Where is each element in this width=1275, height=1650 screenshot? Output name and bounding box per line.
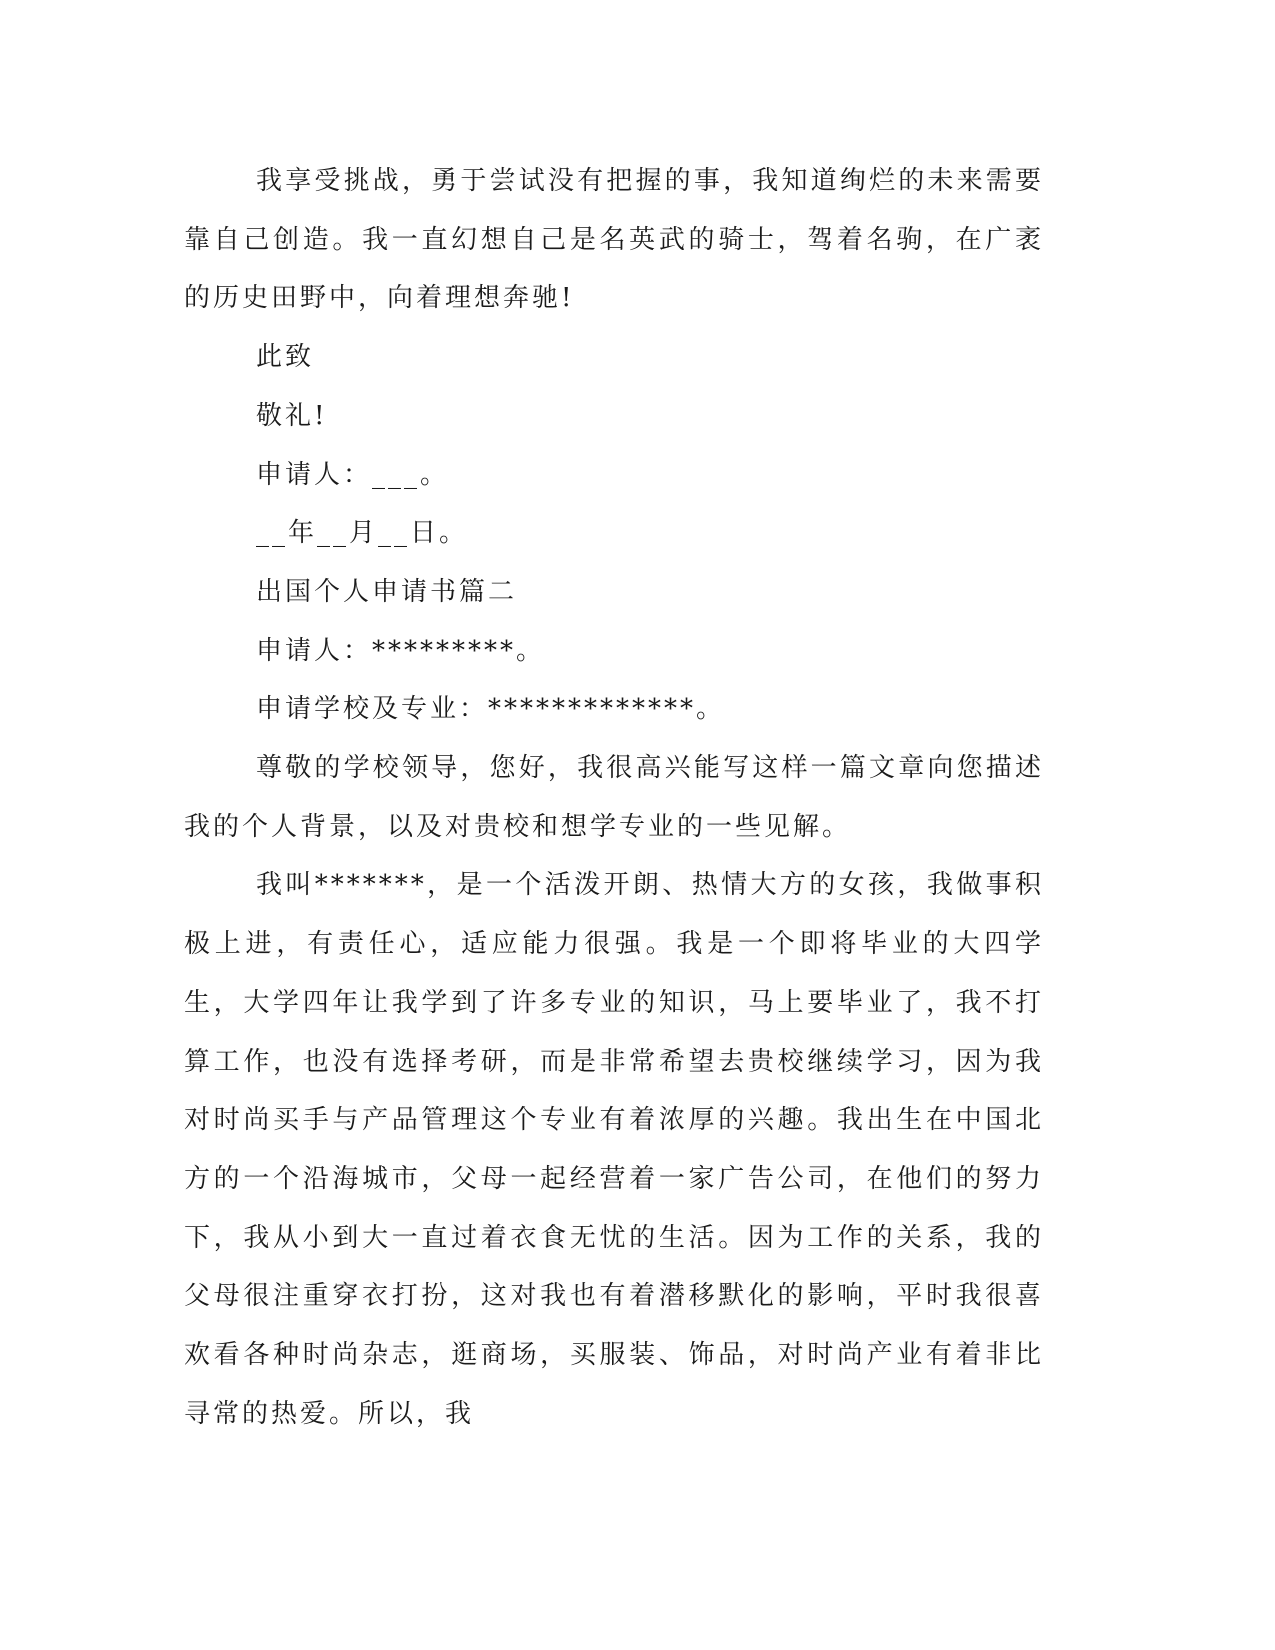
section-title: 出国个人申请书篇二 (256, 576, 518, 607)
signature-date: __年__月__日。 (256, 518, 469, 549)
school-and-major: 申请学校及专业：*************。 (256, 694, 726, 725)
applicant-name: 申请人：*********。 (256, 635, 546, 666)
paragraph-background: 我叫*******，是一个活泼开朗、热情大方的女孩，我做事积极上进，有责任心，适应能力很强。我是一个即将毕业的大四学生，大学四年让我学到了许多专业的知识，马上要毕业了，我不打算工作，也没有选择考研，而是非常希望去贵校继续学习，因为我对时尚买手与产品管理这个专业有着浓厚的兴趣。我出生在中国北方的一个沿海城市，父母一起经营着一家广告公司，在他们的努力下，我从小到大一直过着衣食无忧的生活。因为工作的关系，我的父母很注重穿衣打扮，这对我也有着潜移默化的影响，平时我很喜欢看各种时尚杂志，逛商场，买服装、饰品，对时尚产业有着非比寻常的热爱。所以，我 (184, 870, 1044, 1429)
closing-salutation: 此致 (256, 342, 315, 373)
applicant-signature: 申请人：___。 (256, 459, 450, 490)
paragraph-greeting: 尊敬的学校领导，您好，我很高兴能写这样一篇文章向您描述我的个人背景，以及对贵校和想学专业的一些见解。 (184, 753, 1044, 842)
paragraph-challenge: 我享受挑战，勇于尝试没有把握的事，我知道绚烂的未来需要靠自己创造。我一直幻想自己是名英武的骑士，驾着名驹，在广袤的历史田野中，向着理想奔驰! (184, 166, 1044, 314)
closing-regards: 敬礼! (256, 400, 328, 431)
document-body (184, 152, 1044, 1443)
